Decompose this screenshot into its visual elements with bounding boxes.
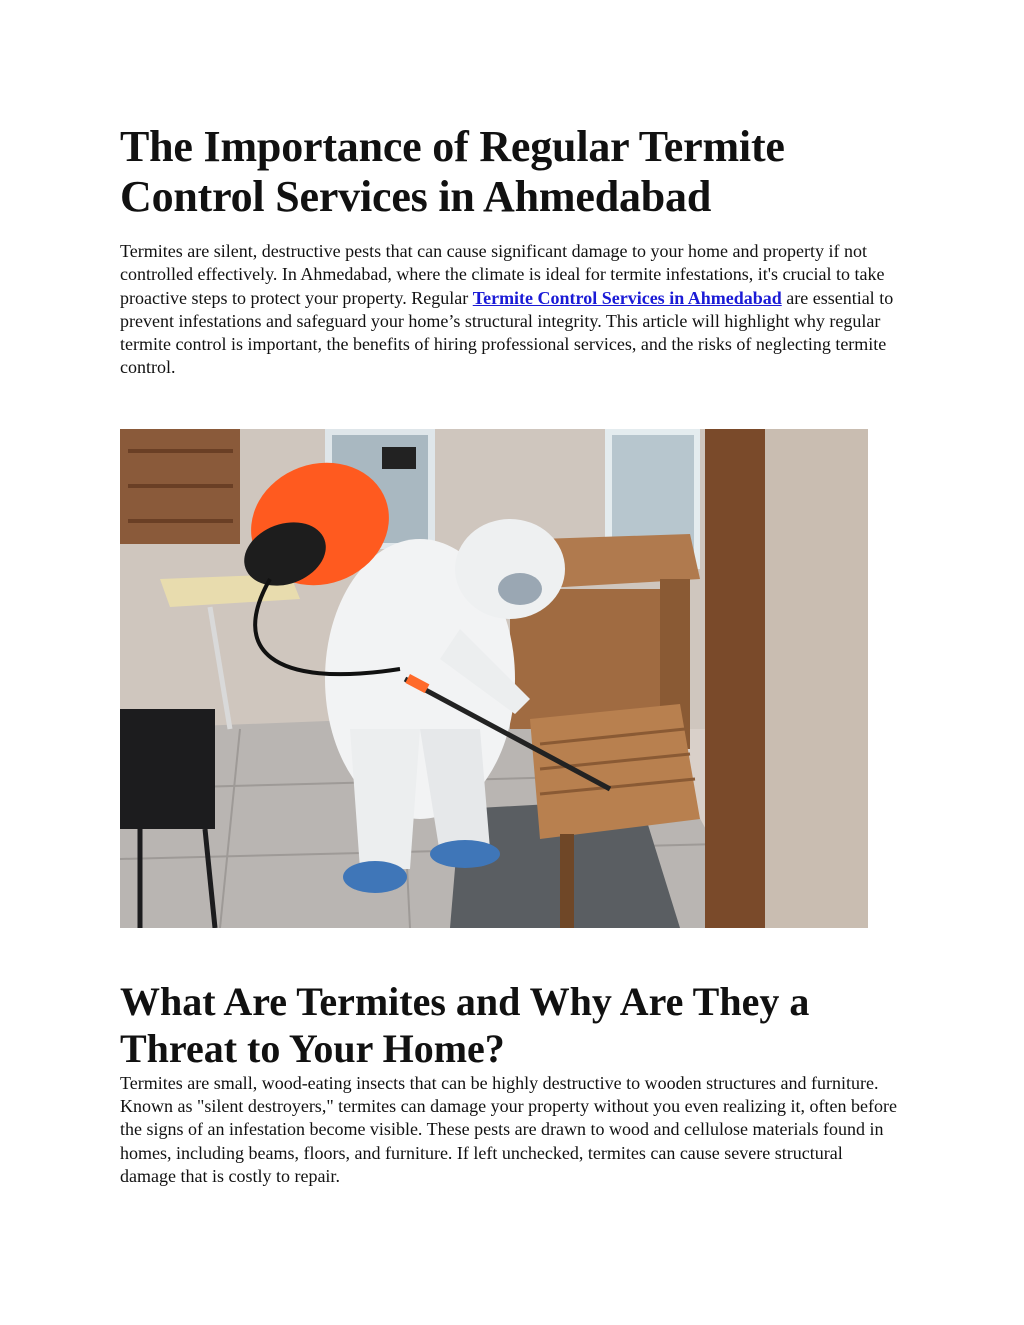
termite-control-link[interactable]: Termite Control Services in Ahmedabad xyxy=(472,287,782,308)
pest-control-worker-photo xyxy=(120,429,868,928)
intro-text-before-link: Termites are silent, destructive pests that can cause significant damage to your home and property if not controlled effectively. In Ahmedabad, where the climate is ideal for termite infestations, it's crucial to take proactive steps to protect your property. Regular xyxy=(120,241,885,308)
intro-paragraph xyxy=(120,240,900,380)
article xyxy=(120,122,900,1188)
article-title: The Importance of Regular Termite Control Services in Ahmedabad xyxy=(120,122,785,221)
section-heading: What Are Termites and Why Are They a Threat to Your Home? xyxy=(120,978,810,1071)
section-paragraph: Termites are small, wood-eating insects that can be highly destructive to wooden structures and furniture. Known as "silent destroyers," termites can damage your property without you even realizing it, often before the signs of an infestation become visible. These pests are drawn to wood and cellulose materials found in homes, including beams, floors, and furniture. If left unchecked, termites can cause severe structural damage that is costly to repair. xyxy=(120,1072,897,1186)
intro-text-after-link: are essential to prevent infestations and safeguard your home’s structural integrity. This article will highlight why regular termite control is important, the benefits of hiring professional services, and the risks of neglecting termite control. xyxy=(120,287,894,378)
